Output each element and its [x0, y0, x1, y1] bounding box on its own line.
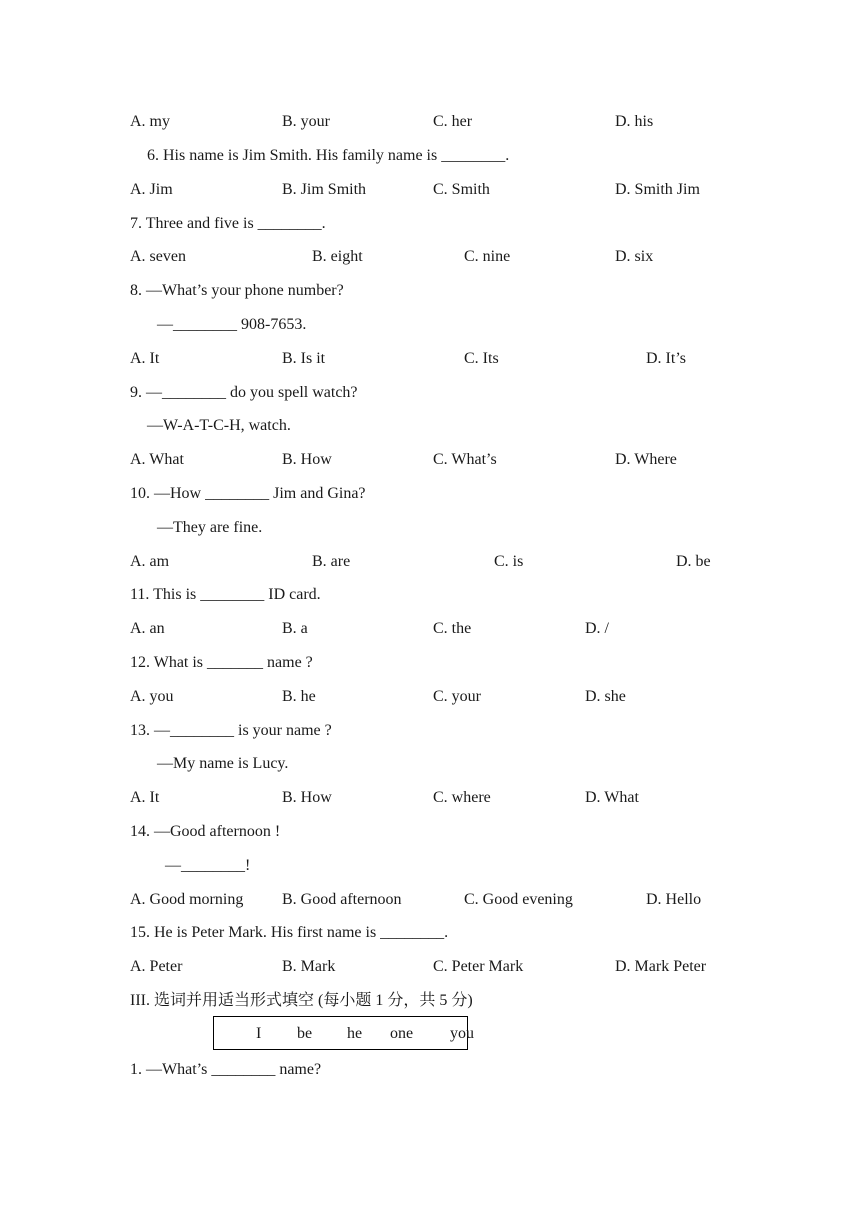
answer-option: A. seven	[130, 248, 186, 265]
answer-option: D. his	[615, 113, 654, 130]
answer-option: C. where	[433, 789, 491, 806]
question-text: —W-A-T-C-H, watch.	[147, 417, 291, 434]
answer-option: D. Smith Jim	[615, 181, 700, 198]
answer-option: C. Peter Mark	[433, 958, 524, 975]
answer-option: C. her	[433, 113, 473, 130]
question-text: 15. He is Peter Mark. His first name is ________.	[130, 924, 449, 941]
question-text: 9. —________ do you spell watch?	[130, 384, 358, 401]
answer-option: A. am	[130, 553, 170, 570]
question-text: 11. This is ________ ID card.	[130, 586, 321, 603]
answer-option: D. What	[585, 789, 639, 806]
answer-option: B. How	[282, 789, 332, 806]
answer-option: A. Peter	[130, 958, 183, 975]
question-text: 8. —What’s your phone number?	[130, 282, 344, 299]
word-bank-word: you	[450, 1025, 474, 1042]
answer-option: D. /	[585, 620, 609, 637]
answer-option: C. nine	[464, 248, 511, 265]
question-text: 10. —How ________ Jim and Gina?	[130, 485, 366, 502]
question-text: 13. —________ is your name ?	[130, 722, 332, 739]
answer-option: B. Good afternoon	[282, 891, 402, 908]
answer-option: B. How	[282, 451, 332, 468]
answer-option: D. It’s	[646, 350, 686, 367]
answer-option: D. be	[676, 553, 711, 570]
question-text: —My name is Lucy.	[157, 755, 289, 772]
answer-option: C. Its	[464, 350, 499, 367]
question-text: III. 选词并用适当形式填空 (每小题 1 分，共 5 分)	[130, 992, 473, 1009]
question-text: —________!	[165, 857, 251, 874]
answer-option: B. he	[282, 688, 316, 705]
question-text: 14. —Good afternoon !	[130, 823, 281, 840]
answer-option: B. a	[282, 620, 308, 637]
question-text: 1. —What’s ________ name?	[130, 1061, 322, 1078]
word-bank-box	[213, 1016, 474, 1050]
word-bank-word: one	[390, 1025, 414, 1042]
answer-option: A. It	[130, 350, 160, 367]
question-text: 7. Three and five is ________.	[130, 215, 326, 232]
answer-option: C. Good evening	[464, 891, 573, 908]
question-text: —________ 908-7653.	[157, 316, 307, 333]
answer-option: A. you	[130, 688, 174, 705]
answer-option: D. Mark Peter	[615, 958, 707, 975]
answer-option: A. It	[130, 789, 160, 806]
answer-option: D. she	[585, 688, 626, 705]
answer-option: A. Jim	[130, 181, 173, 198]
answer-option: B. eight	[312, 248, 363, 265]
answer-option: B. Jim Smith	[282, 181, 367, 198]
answer-option: C. the	[433, 620, 472, 637]
answer-option: D. Hello	[646, 891, 702, 908]
answer-option: C. your	[433, 688, 481, 705]
answer-option: B. Is it	[282, 350, 326, 367]
answer-option: A. Good morning	[130, 891, 244, 908]
answer-option: D. Where	[615, 451, 677, 468]
answer-option: A. What	[130, 451, 184, 468]
question-text: —They are fine.	[157, 519, 263, 536]
answer-option: B. your	[282, 113, 330, 130]
answer-option: D. six	[615, 248, 654, 265]
word-bank-word: he	[347, 1025, 363, 1042]
answer-option: C. is	[494, 553, 524, 570]
answer-option: B. are	[312, 553, 351, 570]
word-bank-word: I	[256, 1025, 262, 1042]
answer-option: C. What’s	[433, 451, 497, 468]
answer-option: C. Smith	[433, 181, 490, 198]
answer-option: A. an	[130, 620, 165, 637]
question-text: 12. What is _______ name ?	[130, 654, 313, 671]
answer-option: A. my	[130, 113, 170, 130]
word-bank-word: be	[297, 1025, 313, 1042]
answer-option: B. Mark	[282, 958, 336, 975]
question-text: 6. His name is Jim Smith. His family name is ________.	[147, 147, 510, 164]
